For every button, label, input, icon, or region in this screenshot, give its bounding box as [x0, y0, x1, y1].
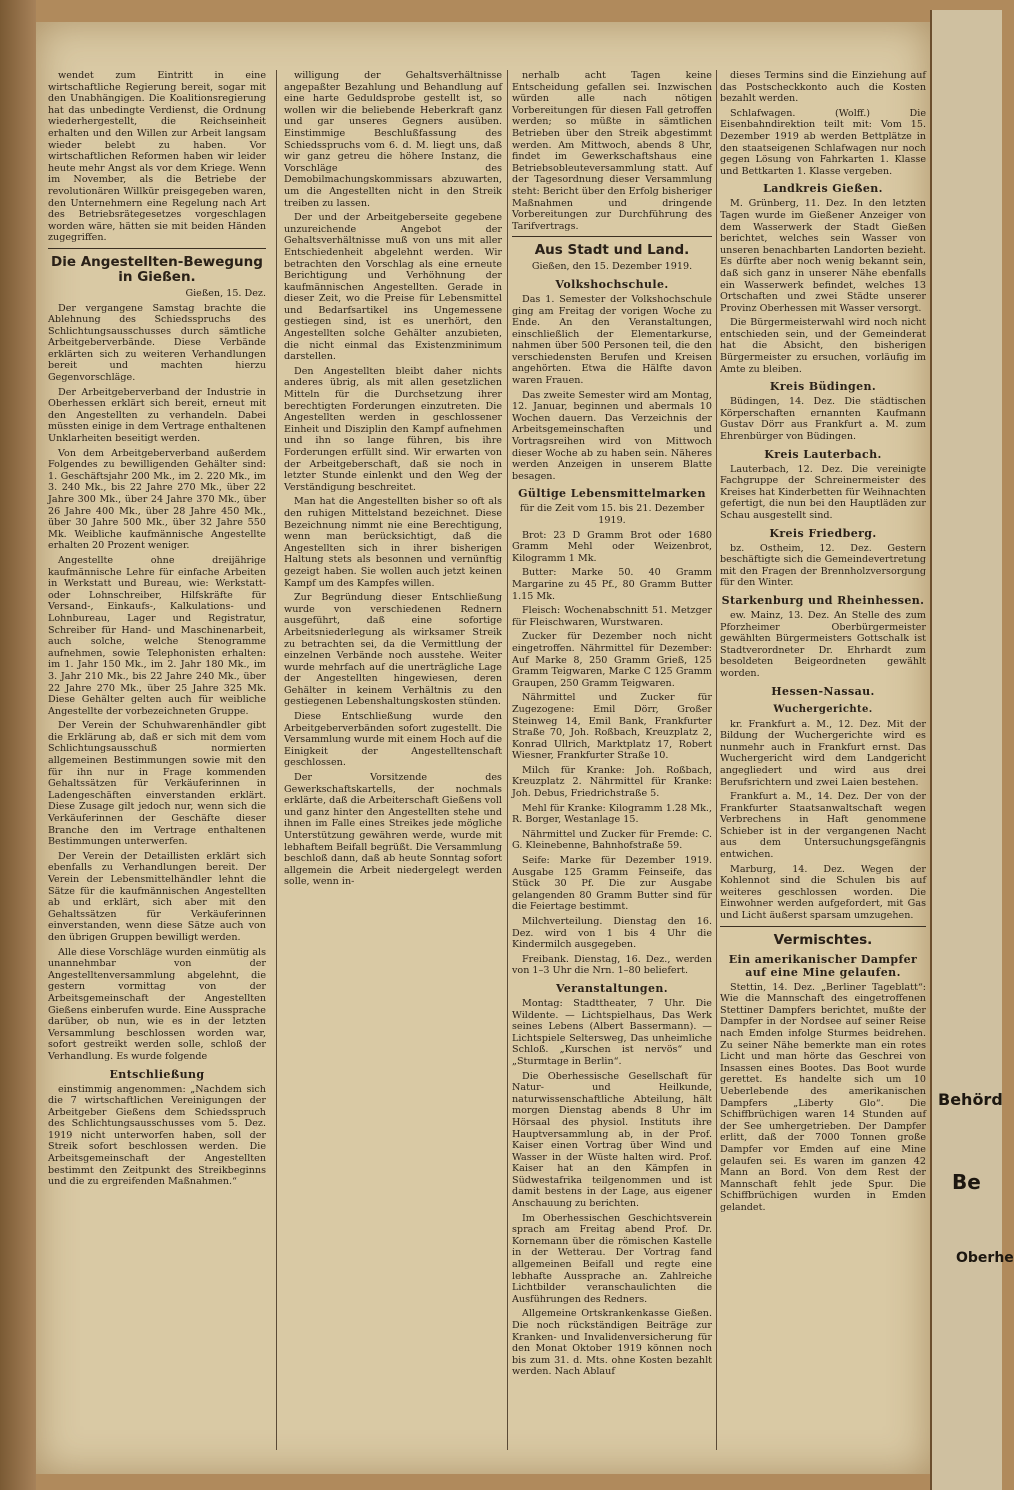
section-headline: Vermischtes. — [773, 931, 873, 948]
article-text: Stettin, 14. Dez. „Berliner Tageblatt“: Wie die Mannschaft des eingetroffenen Stettiner Dampfers berichtet, mußte der Dampfer in der Nordsee auf seiner Reise nach Emden infolge Sturmes beidrehen. Zu seiner Nähe bemerkte man ein rotes Licht und man hörte das Geschrei von Insassen eines Bootes. Das Boot wurde gerettet. Es handelte sich um 10 Ueberlebende des amerikanischen Dampfers „Liberty Glo“. Die Schiffbrüchigen waren 14 Stunden auf der See umhergetrieben. Der Dampfer erlitt, daß der 7000 Tonnen große Dampfer vor Emden auf eine Mine gelaufen sei. Es waren im ganzen 42 Mann an Bord. Von dem Rest der Mannschaft fehlt jede Spur. Die Schiffbrüchigen wurden in Emden gelandet. — [720, 981, 926, 1213]
divider — [48, 248, 266, 249]
column-2 — [284, 70, 502, 1450]
article-text: Der vergangene Samstag brachte die Ablehnung des Schiedsspruchs des Schlichtungsausschusses durch sämtliche Arbeitgeberverbände. Diese Verbände erklärten sich zu weiteren Verhandlungen bereit und machten hierzu Gegenvorschläge. — [48, 302, 266, 384]
article-text: Schlafwagen. (Wolff.) Die Eisenbahndirektion teilt mit: Vom 15. Dezember 1919 ab werden Bettplätze in den staatseigenen Schlafwagen nur noch gegen Lösung von Fahrkarten 1. Klasse und Bettkarten 1. Klasse vergeben. — [720, 107, 926, 177]
subheading: Entschließung — [109, 1067, 205, 1081]
dateline: Gießen, 15. Dez. — [185, 287, 266, 299]
subheading: Volkshochschule. — [555, 277, 669, 291]
article-text: Die Bürgermeisterwahl wird noch nicht entschieden sein, und der Gemeinderat hat die Absicht, den bisherigen Bürgermeister zu ersuchen, vorläufig im Amte zu bleiben. — [720, 317, 926, 375]
article-text: Lauterbach, 12. Dez. Die vereinigte Fachgruppe der Schreinermeister des Kreises hat Kinderbetten für Weihnachten gefertigt, die nun bei den Hauptläden zur Schau ausgestellt sind. — [720, 463, 926, 521]
divider — [720, 926, 926, 927]
article-text: M. Grünberg, 11. Dez. In den letzten Tagen wurde im Gießener Anzeiger von dem Wasserwerk der Stadt Gießen berichtet, welches sein Wasser von unseren benachbarten Landorten bezieht. Es dürfte aber noch wenig bekannt sein, daß sich ganz in unserer Nähe ebenfalls ein Wasserwerk befindet, welches 13 Ortschaften und zwei Städte unserer Provinz Oberhessen mit Wasser versorgt. — [720, 198, 926, 314]
column-rule — [276, 70, 277, 1450]
article-text: Butter: Marke 50. 40 Gramm Margarine zu 45 Pf., 80 Gramm Butter 1.15 Mk. — [512, 567, 712, 602]
article-text: Das zweite Semester wird am Montag, 12. Januar, beginnen und abermals 10 Wochen dauern. Das Verzeichnis der Arbeitsgemeinschaften und Vortragsreihen wird von Mittwoch dieser Woche ab zu haben sein. Näheres werden Anzeigen in unserem Blatte besagen. — [512, 389, 712, 482]
article-text: Nährmittel und Zucker für Fremde: C. G. Kleinebenne, Bahnhofstraße 59. — [512, 828, 712, 852]
article-text: Der Verein der Detaillisten erklärt sich ebenfalls zu Verhandlungen bereit. Der Verein der Lebensmittelhändler lehnt die Sätze für die kaufmännischen Angestellten ab und erklärt, sich aber mit den Gehaltssätzen für Verkäuferinnen einverstanden, wenn diese Sätze auch von den übrigen Gruppen bewilligt werden. — [48, 850, 266, 943]
article-text: wendet zum Eintritt in eine wirtschaftliche Regierung bereit, sogar mit den Unabhängigen. Die Koalitionsregierung hat das unbedingte Verdienst, die Ordnung wiederhergestellt, die Reichseinheit erhalten und den Willen zur Arbeit langsam wieder belebt zu haben. Vor wirtschaftlichen Reformen haben wir leider heute mehr Angst als vor dem Kriege. Wenn im November, als die Betriebe der revolutionären Willkür preisgegeben waren, den Unternehmern eine Regelung nach Art des Betriebsrätegesetzes vorgeschlagen worden wäre, hätten sie mit beiden Händen zugegriffen. — [48, 70, 266, 244]
subheading: Hessen-Nassau. — [771, 684, 875, 698]
article-text: bz. Ostheim, 12. Dez. Gestern beschäftigte sich die Gemeindevertretung mit den Fragen der Brennholzversorgung für den Winter. — [720, 542, 926, 589]
article-text: Der Arbeitgeberverband der Industrie in Oberhessen erklärt sich bereit, erneut mit den Angestellten zu verhandeln. Dabei müssten einige in dem Vertrage enthaltenen Unklarheiten beseitigt werden. — [48, 386, 266, 445]
article-text: Im Oberhessischen Geschichtsverein sprach am Freitag abend Prof. Dr. Kornemann über die römischen Kastelle in der Wetterau. Der Vortrag fand allgemeinen Beifall und regte eine lebhafte Aussprache an. Zahlreiche Lichtbilder veranschaulichten die Ausführungen des Redners. — [512, 1212, 712, 1305]
book-binding — [0, 0, 36, 1490]
article-text: Das 1. Semester der Volkshochschule ging am Freitag der vorigen Woche zu Ende. An den Veranstaltungen, einschließlich der Elementarkurse, nahmen über 500 Personen teil, die den verschiedensten Berufen und Kreisen angehörten. Etwa die Hälfte davon waren Frauen. — [512, 293, 712, 387]
article-text: Marburg, 14. Dez. Wegen der Kohlennot sind die Schulen bis auf weiteres geschlossen worden. Die Einwohner werden aufgefordert, mit Gas und Licht äußerst sparsam umzugehen. — [720, 863, 926, 922]
article-text: Frankfurt a. M., 14. Dez. Der von der Frankfurter Staatsanwaltschaft wegen Verbrechens in Haft genommene Schieber ist in der vergangenen Nacht aus dem Untersuchungsgefängnis entwichen. — [720, 791, 926, 861]
adjacent-heading: Behörd — [938, 1090, 1003, 1109]
article-text: Freibank. Dienstag, 16. Dez., werden von 1–3 Uhr die Nrn. 1–80 beliefert. — [512, 953, 712, 977]
column-1 — [48, 70, 266, 1450]
dateline: Gießen, den 15. Dezember 1919. — [531, 261, 693, 273]
article-text: Fleisch: Wochenabschnitt 51. Metzger für Fleischwaren, Wurstwaren. — [512, 605, 712, 628]
subheading: Kreis Friedberg. — [769, 526, 877, 540]
article-text: Montag: Stadttheater, 7 Uhr. Die Wildente. — Lichtspielhaus, Das Werk seines Lebens (Albert Bassermann). — Lichtspiele Seltersweg, Das unheimliche Schloß. „Kurschen ist nervös“ und „Sturmtage in Berlin“. — [512, 997, 712, 1067]
subheading: Veranstaltungen. — [555, 981, 669, 995]
column-rule — [507, 70, 508, 1450]
subheading: Gültige Lebensmittelmarken — [518, 487, 706, 501]
article-text: Diese Entschließung wurde den Arbeitgeberverbänden sofort zugestellt. Die Versammlung wurde mit einem Hoch auf die Einigkeit der Angestelltenschaft geschlossen. — [284, 711, 502, 769]
article-text: Mehl für Kranke: Kilogramm 1.28 Mk., R. Borger, Westanlage 15. — [512, 802, 712, 826]
article-text: Milch für Kranke: Joh. Roßbach, Kreuzplatz 2. Nährmittel für Kranke: Joh. Debus, Friedrichstraße 5. — [512, 764, 712, 800]
column-3 — [512, 70, 712, 1450]
article-text: willigung der Gehaltsverhältnisse angepaßter Bezahlung und Behandlung auf eine harte Geduldsprobe gestellt ist, so wollen wir die beliebende Heberkraft ganz und gar unseres Gegners ausüben. Einstimmige Beschlußfassung des Schiedsspruchs vom 6. d. M. liegt uns, daß wir ganz getreu die höhere Instanz, die Vorschläge des Demobilmachungskommissars abzuwarten, um die Angestellten nicht in den Streik treiben zu lassen. — [284, 70, 502, 209]
subheading: Ein amerikanischer Dampfer auf eine Mine gelaufen. — [728, 952, 918, 979]
adjacent-heading: Be — [952, 1170, 981, 1194]
article-text: Von dem Arbeitgeberverband außerdem Folgendes zu bewilligenden Gehälter sind: 1. Geschäftsjahr 200 Mk., im 2. 220 Mk., im 3. 240 Mk., bis 22 Jahre 270 Mk., über 22 Jahre 300 Mk., über 24 Jahre 370 Mk., über 26 Jahre 400 Mk., über 28 Jahre 450 Mk., über 30 Jahre 500 Mk., über 32 Jahre 550 Mk. Weibliche kaufmännische Angestellte erhalten 20 Prozent weniger. — [48, 447, 266, 552]
adjacent-page-edge — [930, 10, 1014, 1490]
subheading-note: für die Zeit vom 15. bis 21. Dezember 1919. — [519, 503, 705, 526]
article-text: Der und der Arbeitgeberseite gegebene unzureichende Angebot der Gehaltsverhältnisse muß von uns mit aller Entschiedenheit abgelehnt werden. Wir betrachten den Vorschlag als eine erneute Berichtigung und Verhöhnung der kaufmännischen Angestellten. Gerade in dieser Zeit, wo die Preise für Lebensmittel und Bedarfsartikel ins Ungemessene gestiegen sind, ist es unerhört, den Angestellten solche Gehälter anzubieten, die nicht einmal das Existenzminimum darstellen. — [284, 212, 502, 363]
subheading: Wuchergerichte. — [773, 703, 873, 715]
headline: Die Angestellten-Bewegung in Gießen. — [51, 253, 263, 285]
subheading: Kreis Lauterbach. — [764, 447, 882, 461]
article-text: Milchverteilung. Dienstag den 16. Dez. wird von 1 bis 4 Uhr die Kindermilch ausgegeben. — [512, 916, 712, 951]
article-text: kr. Frankfurt a. M., 12. Dez. Mit der Bildung der Wuchergerichte wird es nunmehr auch in Frankfurt ernst. Das Wuchergericht wird dem Landgericht angegliedert und wird aus drei Berufsrichtern und zwei Laien bestehen. — [720, 718, 926, 788]
article-text: Zucker für Dezember noch nicht eingetroffen. Nährmittel für Dezember: Auf Marke 8, 250 Gramm Grieß, 125 Gramm Teigwaren, Marke C 125 Gramm Graupen, 250 Gramm Teigwaren. — [512, 631, 712, 689]
column-rule — [716, 70, 717, 1450]
article-text: ew. Mainz, 13. Dez. An Stelle des zum Pforzheimer Oberbürgermeister gewählten Bürgermeisters Gottschalk ist Stadtverordneter Dr. Ehrhardt zum besoldeten Beigeordneten gewählt worden. — [720, 609, 926, 679]
article-text: Nährmittel und Zucker für Zugezogene: Emil Dörr, Großer Steinweg 14, Emil Bank, Frankfurter Straße 70, Joh. Roßbach, Kreuzplatz 2, Konrad Ullrich, Marktplatz 17, Robert Wiesner, Frankfurter Straße 10. — [512, 692, 712, 762]
article-text: Brot: 23 D Gramm Brot oder 1680 Gramm Mehl oder Weizenbrot, Kilogramm 1 Mk. — [512, 529, 712, 564]
divider — [512, 236, 712, 237]
article-text: Seife: Marke für Dezember 1919. Ausgabe 125 Gramm Feinseife, das Stück 30 Pf. Die zur Ausgabe gelangenden 80 Gramm Butter sind für die Feiertage bestimmt. — [512, 855, 712, 913]
subheading: Starkenburg und Rheinhessen. — [721, 593, 925, 607]
article-text: Den Angestellten bleibt daher nichts anderes übrig, als mit allen gesetzlichen Mitteln für die Durchsetzung ihrer berechtigten Forderungen einzutreten. Die Angestellten werden in geschlossener Einheit und Disziplin den Kampf aufnehmen und ihn so lange führen, bis ihre Forderungen erfüllt sind. Wir erwarten von der Arbeitgeberschaft, daß sie noch in letzter Stunde einlenkt und den Weg der Verständigung beschreitet. — [284, 365, 502, 493]
column-4 — [720, 70, 926, 1450]
article-text: Der Vorsitzende des Gewerkschaftskartells, der nochmals erklärte, daß die Arbeiterschaft Gießens voll und ganz hinter den Angestellten stehe und ihnen im Falle eines Streikes jede mögliche Unterstützung gewähren werde, wurde mit lebhaftem Beifall begrüßt. Die Versammlung beschloß dann, daß ab heute Sonntag sofort allgemein die Arbeit niedergelegt werden solle, wenn in- — [284, 772, 502, 888]
article-text: dieses Termins sind die Einziehung auf das Postscheckkonto auch die Kosten bezahlt werden. — [720, 70, 926, 105]
article-text: nerhalb acht Tagen keine Entscheidung gefallen sei. Inzwischen würden alle nach nötigen Vorbereitungen für diesen Fall getroffen werden; so müßte in sämtlichen Betrieben über den Streik abgestimmt werden. Am Mittwoch, abends 8 Uhr, findet im Gewerkschaftshaus eine Betriebsobleuteversammlung statt. Auf der Tagesordnung dieser Versammlung steht: Bericht über den Erfolg bisheriger Maßnahmen und dringende Vorbereitungen zur Durchführung des Tarifvertrags. — [512, 70, 712, 232]
article-text: Angestellte ohne dreijährige kaufmännische Lehre für einfache Arbeiten in Werkstatt und Bureau, wie: Werkstatt- oder Lohnschreiber, Hilfskräfte für Versand-, Einkaufs-, Kalkulations- und Lohnbureau, Lager und Registratur, Schreiber für Hand- und Maschinenarbeit, auch solche, welche Stenogramme aufnehmen, sowie Telephonisten erhalten: im 1. Jahr 150 Mk., im 2. Jahr 180 Mk., im 3. Jahr 210 Mk., bis 22 Jahre 240 Mk., über 22 Jahre 270 Mk., über 25 Jahre 325 Mk. Diese Gehälter gelten auch für weibliche Angestellte der vorbezeichneten Gruppe. — [48, 554, 266, 717]
article-text: einstimmig angenommen: „Nachdem sich die 7 wirtschaftlichen Vereinigungen der Arbeitgeber Gießens dem Schiedsspruch des Schlichtungsausschusses vom 5. Dez. 1919 nicht unterworfen haben, soll der Streik sofort beschlossen werden. Die Arbeitsgemeinschaft der Angestellten bestimmt den Zeitpunkt des Streikbeginns und die zu ergreifenden Maßnahmen.“ — [48, 1083, 266, 1188]
subheading: Landkreis Gießen. — [763, 182, 883, 196]
adjacent-heading: Oberhe — [956, 1250, 1014, 1266]
article-text: Man hat die Angestellten bisher so oft als den ruhigen Mittelstand bezeichnet. Diese Bezeichnung nimmt nie eine Berechtigung, wenn man berücksichtigt, daß die Angestellten sich in ihrer bisherigen Haltung stets als besonnen und vernünftig gezeigt haben. Sie wollen auch jetzt keinen Kampf um des Kampfes willen. — [284, 496, 502, 589]
article-text: Der Verein der Schuhwarenhändler gibt die Erklärung ab, daß er sich mit dem vom Schlichtungsausschuß normierten allgemeinen Bestimmungen sowie mit den für ihn nur in Frage kommenden Gehaltssätzen für Verkäuferinnen in Ladengeschäften einverstanden erklärt. Diese Zusage gilt jedoch nur, wenn sich die Verkäuferinnen der Geschäfte dieser Branche den im Vertrage enthaltenen Bestimmungen unterwerfen. — [48, 720, 266, 848]
article-text: Allgemeine Ortskrankenkasse Gießen. Die noch rückständigen Beiträge zur Kranken- und Invalidenversicherung für den Monat Oktober 1919 können noch bis zum 31. d. Mts. ohne Kosten bezahlt werden. Nach Ablauf — [512, 1308, 712, 1378]
subheading: Kreis Büdingen. — [769, 380, 877, 394]
article-text: Büdingen, 14. Dez. Die städtischen Körperschaften ernannten Kaufmann Gustav Dörr aus Frankfurt a. M. zum Ehrenbürger von Büdingen. — [720, 396, 926, 443]
article-text: Zur Begründung dieser Entschließung wurde von verschiedenen Rednern ausgeführt, daß eine sofortige Arbeitsniederlegung als wirksamer Streik zu betrachten sei, da die Vermittlung der einzelnen Verbände noch ausstehe. Weiter wurde mehrfach auf die unerträgliche Lage der Angestellten hingewiesen, deren Gehälter in keinem Verhältnis zu den gestiegenen Lebenshaltungskosten stünden. — [284, 592, 502, 708]
section-headline: Aus Stadt und Land. — [534, 242, 690, 259]
article-text: Die Oberhessische Gesellschaft für Natur- und Heilkunde, naturwissenschaftliche Abteilung, hält morgen Dienstag abends 8 Uhr im Hörsaal des physiol. Instituts ihre Hauptversammlung ab, in der Prof. Kaiser einen Vortrag über Wind und Wasser in der Wüste halten wird. Prof. Kaiser hat an den Kämpfen in Südwestafrika teilgenommen und ist damit bestens in der Lage, aus eigener Anschauung zu berichten. — [512, 1070, 712, 1210]
article-text: Alle diese Vorschläge wurden einmütig als unannehmbar von der Angestelltenversammlung abgelehnt, die gestern vormittag von der Arbeitsgemeinschaft der Angestellten Gießens einberufen wurde. Eine Aussprache darüber, ob nun, wie es in der letzten Versammlung beschlossen worden war, sofort gestreikt werden solle, schloß der Verhandlung. Es wurde folgende — [48, 946, 266, 1062]
